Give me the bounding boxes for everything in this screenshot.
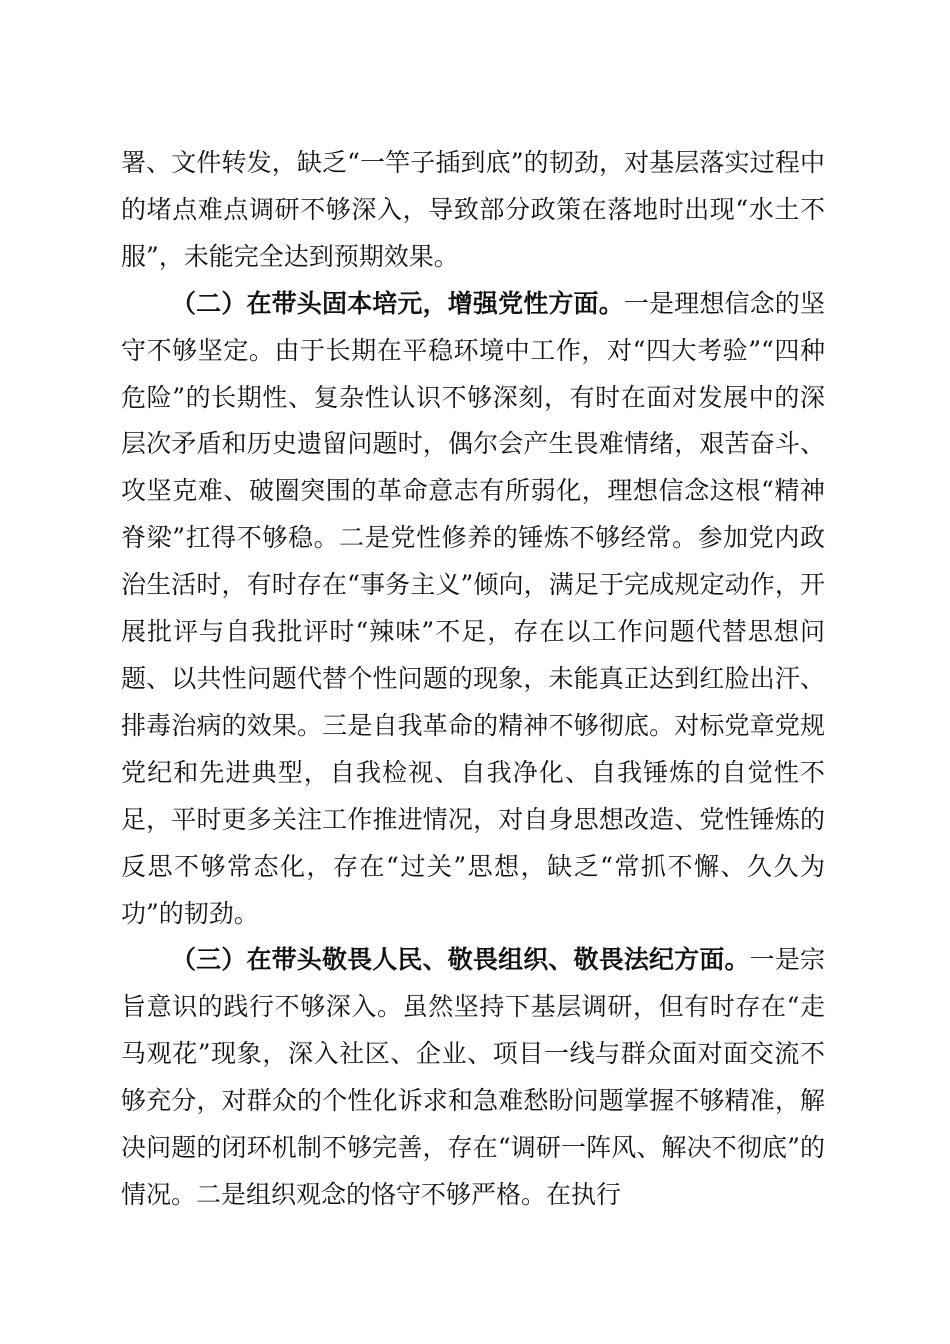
paragraph-text: 一是理想信念的坚守不够坚定。由于长期在平稳环境中工作，对“四大考验”“四种危险”的长期性、复杂性认识不够深刻，有时在面对发展中的深层次矛盾和历史遗留问题时，偶尔会产生畏难情绪，艰苦奋斗、攻坚克难、破圈突围的革命意志有所弱化，理想信念这根“精神脊梁”扛得不够稳。二是党性修养的锤炼不够经常。参加党内政治生活时，有时存在“事务主义”倾向，满足于完成规定动作，开展批评与自我批评时“辣味”不足，存在以工作问题代替思想问题、以共性问题代替个性问题的现象，未能真正达到红脸出汗、排毒治病的效果。三是自我革命的精神不够彻底。对标党章党规党纪和先进典型，自我检视、自我净化、自我锤炼的自觉性不足，平时更多关注工作推进情况，对自身思想改造、党性锤炼的反思不够常态化，存在“过关”思想，缺乏“常抓不懈、久久为功”的韧劲。 (121, 288, 825, 928)
section-heading: （三）在带头敬畏人民、敬畏组织、敬畏法纪方面。 (171, 945, 750, 975)
paragraph-section-2 (121, 281, 825, 938)
paragraph-continuation (121, 140, 825, 281)
document-body (121, 140, 825, 1219)
section-heading: （二）在带头固本培元，增强党性方面。 (171, 288, 624, 318)
paragraph-section-3 (121, 937, 825, 1218)
paragraph-text: 一是宗旨意识的践行不够深入。虽然坚持下基层调研，但有时存在“走马观花”现象，深入社区、企业、项目一线与群众面对面交流不够充分，对群众的个性化诉求和急难愁盼问题掌握不够精准，解决问题的闭环机制不够完善，存在“调研一阵风、解决不彻底”的情况。二是组织观念的恪守不够严格。在执行 (121, 945, 825, 1209)
paragraph-text: 署、文件转发，缺乏“一竿子插到底”的韧劲，对基层落实过程中的堵点难点调研不够深入，导致部分政策在落地时出现“水土不服”，未能完全达到预期效果。 (121, 148, 825, 271)
